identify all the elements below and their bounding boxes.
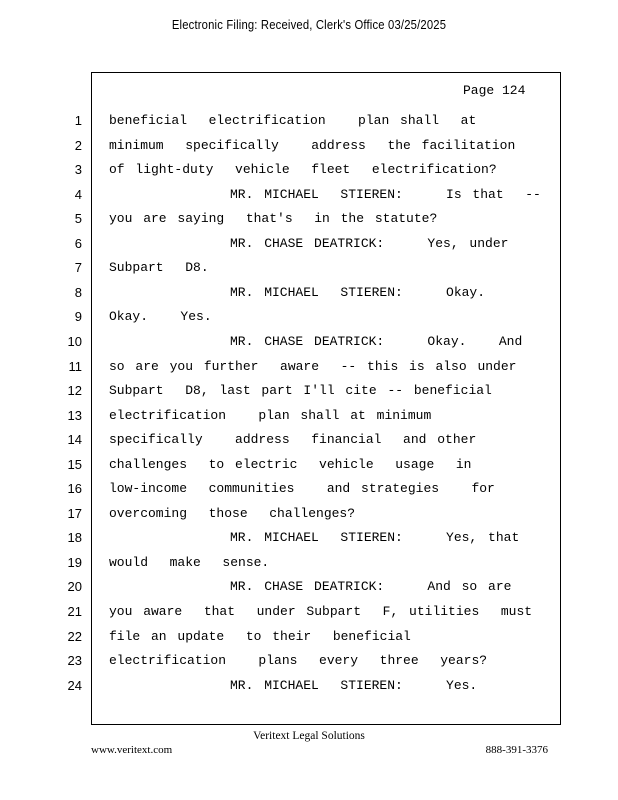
line-number: 2 [74, 137, 82, 153]
footer-phone: 888-391-3376 [485, 744, 548, 756]
line-number: 20 [67, 579, 82, 595]
transcript-line [0, 506, 618, 530]
transcript-line [0, 162, 618, 186]
transcript-line [0, 678, 618, 702]
line-text: specifically address financial and other [109, 432, 477, 448]
transcript-line [0, 334, 618, 358]
transcript-line [0, 138, 618, 162]
transcript-line [0, 629, 618, 653]
line-number: 15 [67, 456, 82, 472]
line-text: MR. CHASE DEATRICK: Yes, under [230, 235, 509, 251]
line-text: you are saying that's in the statute? [109, 211, 438, 227]
line-text: Okay. Yes. [109, 309, 212, 325]
line-text: file an update to their beneficial [109, 628, 411, 644]
line-text: Subpart D8, last part I'll cite -- beneficial [109, 383, 492, 399]
line-number: 17 [67, 505, 82, 521]
line-text: MR. CHASE DEATRICK: And so are [230, 579, 512, 595]
line-text: electrification plan shall at minimum [109, 407, 432, 423]
line-text: Subpart D8. [109, 260, 209, 276]
transcript-line [0, 187, 618, 211]
transcript-line [0, 530, 618, 554]
line-text: minimum specifically address the facilitation [109, 137, 516, 153]
line-number: 22 [67, 628, 82, 644]
line-number: 7 [74, 260, 82, 276]
line-text: you aware that under Subpart F, utilities must [109, 604, 533, 619]
line-number: 23 [67, 653, 82, 669]
line-number: 5 [74, 211, 82, 227]
line-text: low-income communities and strategies for [109, 481, 495, 497]
transcript-line [0, 481, 618, 505]
filing-header: Electronic Filing: Received, Clerk's Office 03/25/2025 [171, 18, 447, 32]
transcript-line [0, 579, 618, 603]
footer-website: www.veritext.com [91, 744, 173, 756]
line-number: 8 [74, 284, 82, 300]
line-number: 3 [74, 162, 82, 178]
line-number: 9 [74, 309, 82, 325]
line-text: would make sense. [109, 554, 270, 570]
line-number: 24 [67, 677, 82, 693]
line-number: 21 [67, 604, 82, 619]
line-number: 10 [67, 333, 82, 349]
transcript-line [0, 113, 618, 137]
line-number: 12 [67, 383, 82, 399]
line-number: 16 [67, 481, 82, 497]
transcript-line [0, 236, 618, 260]
line-number: 1 [74, 113, 82, 128]
transcript-line [0, 432, 618, 456]
line-text: of light-duty vehicle fleet electrification? [109, 162, 497, 178]
transcript-line [0, 285, 618, 309]
transcript-line [0, 604, 618, 628]
transcript-line [0, 211, 618, 235]
line-text: MR. CHASE DEATRICK: Okay. And [230, 333, 523, 349]
line-text: electrification plans every three years? [109, 653, 488, 669]
line-text: MR. MICHAEL STIEREN: Yes, that [230, 530, 520, 546]
line-number: 4 [74, 186, 82, 202]
transcript-line [0, 383, 618, 407]
line-number: 11 [68, 358, 82, 374]
line-number: 13 [67, 407, 82, 423]
transcript-line [0, 408, 618, 432]
page-number: Page 124 [463, 83, 526, 98]
transcript-line [0, 309, 618, 333]
line-text: challenges to electric vehicle usage in [109, 456, 472, 472]
line-text: MR. MICHAEL STIEREN: Okay. [230, 284, 486, 300]
line-number: 19 [67, 554, 82, 570]
transcript-line [0, 260, 618, 284]
line-text: MR. MICHAEL STIEREN: Yes. [230, 677, 478, 693]
line-number: 18 [67, 530, 82, 546]
line-text: beneficial electrification plan shall at [109, 113, 477, 128]
line-text: MR. MICHAEL STIEREN: Is that -- [230, 186, 541, 202]
line-number: 14 [67, 432, 82, 448]
line-text: so are you further aware -- this is also under [109, 358, 517, 374]
transcript-line [0, 457, 618, 481]
transcript-line [0, 555, 618, 579]
transcript-line [0, 359, 618, 383]
line-number: 6 [74, 235, 82, 251]
footer-company: Veritext Legal Solutions [253, 730, 365, 742]
line-text: overcoming those challenges? [109, 505, 356, 521]
transcript-line [0, 653, 618, 677]
